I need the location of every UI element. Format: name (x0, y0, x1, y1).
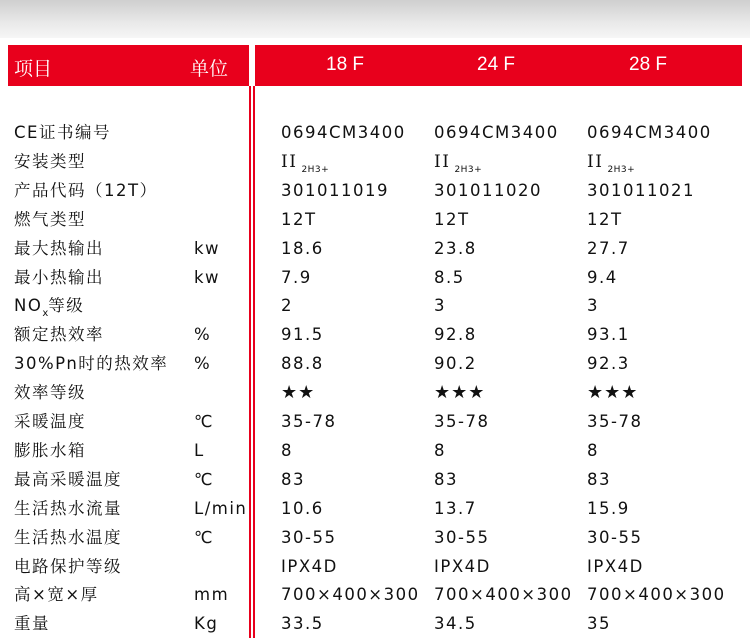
table-row (0, 234, 750, 263)
row-value-model-2: 700×400×300 (434, 585, 573, 605)
table-row (0, 320, 750, 349)
row-value-model-2: ★★★ (434, 382, 486, 404)
row-value-model-1: 7.9 (281, 267, 312, 287)
row-value-model-3: 35-78 (587, 412, 643, 431)
row-value-model-1: 12T (281, 209, 317, 229)
row-value-model-3: 92.3 (587, 354, 630, 374)
row-value-model-2: 8.5 (434, 267, 465, 287)
row-value-model-1: IPX4D (281, 556, 338, 576)
row-label: 效率等级 (14, 383, 86, 403)
row-value-model-1: 30-55 (281, 527, 337, 547)
row-value-model-1: 83 (281, 469, 305, 489)
row-value-model-3: 3 (587, 296, 599, 316)
row-value-model-3: 0694CM3400 (587, 123, 712, 142)
row-value-model-1: 2 (281, 296, 293, 316)
table-row (0, 291, 750, 320)
row-unit: ℃ (194, 469, 215, 489)
row-value-model-2: 301011020 (434, 180, 542, 200)
header-right (255, 45, 742, 86)
table-row (0, 147, 750, 176)
row-label: 最小热输出 (14, 267, 104, 287)
row-value-model-1: 10.6 (281, 498, 324, 518)
row-value-model-3: 93.1 (587, 325, 630, 345)
row-value-model-3: 12T (587, 209, 623, 229)
row-value-model-1: 91.5 (281, 325, 324, 345)
row-label: CE证书编号 (14, 123, 111, 142)
row-value-model-3: 700×400×300 (587, 585, 726, 605)
table-row (0, 263, 750, 292)
table-row (0, 552, 750, 581)
row-value-model-3: II $_{2H3+}$ (587, 151, 636, 175)
table-row (0, 349, 750, 378)
table-row (0, 118, 750, 147)
row-value-model-2: 3 (434, 296, 446, 316)
table-row (0, 609, 750, 638)
row-value-model-3: 15.9 (587, 498, 630, 518)
row-value-model-2: II $_{2H3+}$ (434, 151, 483, 175)
row-unit: L (194, 440, 205, 460)
row-value-model-3: 27.7 (587, 238, 630, 258)
header-model-24f: 24 F (477, 54, 516, 75)
row-value-model-2: 92.8 (434, 325, 477, 345)
table-row (0, 205, 750, 234)
row-label: 高×宽×厚 (14, 585, 99, 605)
row-value-model-1: 88.8 (281, 354, 324, 374)
row-value-model-1: II $_{2H3+}$ (281, 151, 330, 175)
table-row (0, 494, 750, 523)
row-unit: ℃ (194, 412, 215, 431)
row-unit: kw (194, 238, 221, 258)
table-row (0, 436, 750, 465)
row-value-model-2: 34.5 (434, 614, 477, 634)
row-label: 生活热水温度 (14, 527, 122, 547)
row-label: 膨胀水箱 (14, 440, 86, 460)
row-value-model-2: 23.8 (434, 238, 477, 258)
row-value-model-2: 35-78 (434, 412, 490, 431)
row-unit: % (194, 325, 212, 345)
header-left (8, 45, 249, 86)
row-value-model-3: 35 (587, 614, 611, 634)
row-label: 最大热输出 (14, 238, 104, 258)
table-row (0, 465, 750, 494)
header-model-28f: 28 F (629, 54, 668, 75)
row-unit: ℃ (194, 527, 215, 547)
table-row (0, 523, 750, 552)
row-label: 额定热效率 (14, 325, 104, 345)
row-value-model-3: 301011021 (587, 180, 695, 200)
header-unit-label: 单位 (190, 59, 229, 80)
table-row (0, 407, 750, 436)
row-value-model-2: 13.7 (434, 498, 477, 518)
row-value-model-2: 0694CM3400 (434, 123, 559, 142)
row-value-model-1: 33.5 (281, 614, 324, 634)
row-value-model-1: 0694CM3400 (281, 123, 406, 142)
header-item-label: 项目 (14, 59, 53, 80)
row-value-model-2: 83 (434, 469, 458, 489)
row-label: 重量 (14, 614, 50, 634)
table-row (0, 378, 750, 407)
row-value-model-3: 8 (587, 440, 599, 460)
row-value-model-3: ★★★ (587, 382, 639, 404)
row-value-model-3: 30-55 (587, 527, 643, 547)
row-value-model-1: 18.6 (281, 238, 324, 258)
row-value-model-3: 83 (587, 469, 611, 489)
row-value-model-3: 9.4 (587, 267, 618, 287)
row-label: 最高采暖温度 (14, 469, 122, 489)
row-value-model-2: 90.2 (434, 354, 477, 374)
row-value-model-1: 301011019 (281, 180, 389, 200)
row-value-model-2: IPX4D (434, 556, 491, 576)
row-label: 采暖温度 (14, 412, 86, 431)
row-value-model-2: 30-55 (434, 527, 490, 547)
row-value-model-1: 700×400×300 (281, 585, 420, 605)
row-unit: kw (194, 267, 221, 287)
row-label: $NO_x$等级 (14, 296, 85, 320)
row-unit: Kg (194, 614, 219, 634)
row-value-model-1: 35-78 (281, 412, 337, 431)
row-label: 产品代码（12T） (14, 180, 158, 200)
row-value-model-1: ★★ (281, 382, 316, 404)
top-band (0, 0, 750, 38)
header-model-18f: 18 F (326, 54, 365, 75)
row-label: 生活热水流量 (14, 498, 122, 518)
row-label: 30%Pn时的热效率 (14, 354, 169, 374)
row-label: 燃气类型 (14, 209, 86, 229)
table-row (0, 176, 750, 205)
row-unit: L/min (194, 498, 248, 518)
row-value-model-3: IPX4D (587, 556, 644, 576)
table-row (0, 580, 750, 609)
row-value-model-1: 8 (281, 440, 293, 460)
row-unit: mm (194, 585, 230, 605)
row-label: 安装类型 (14, 151, 86, 171)
row-value-model-2: 12T (434, 209, 470, 229)
row-value-model-2: 8 (434, 440, 446, 460)
row-unit: % (194, 354, 212, 374)
row-label: 电路保护等级 (14, 556, 122, 576)
